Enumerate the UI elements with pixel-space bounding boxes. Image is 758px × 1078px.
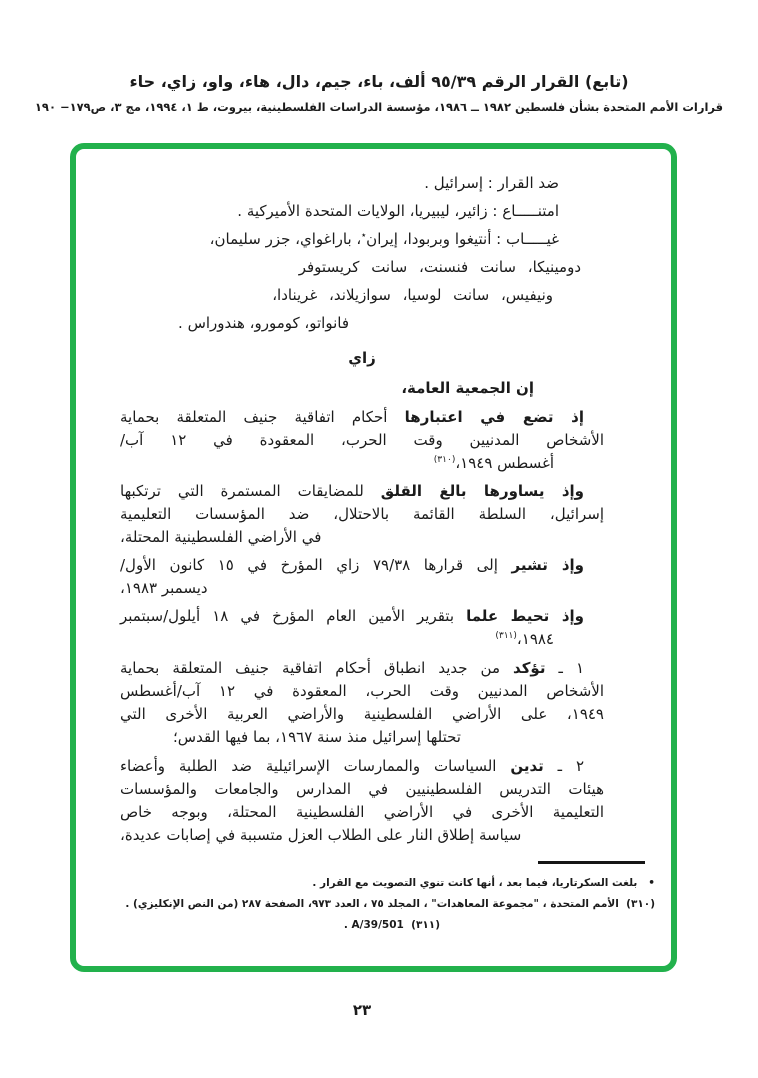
para-line [120,554,604,577]
para-line [120,452,554,475]
header-source-citation: قرارات الأمم المتحدة بشأن فلسطين ١٩٨٢ ــ ١٩٨٦، مؤسسة الدراسات الفلسطينية، بيروت، ط ١، ١٩٩٤، مج ٣، ص١٧٩− ١٩٠ [34,100,724,114]
text-segment: أغسطس ١٩٤٩، [455,454,554,472]
para-line [120,657,604,680]
footnote-ref: (٣١٠) [433,455,456,465]
text-segment: إلى قرارها ٧٩/٣٨ زاي المؤرخ في ١٥ كانون الأول/ [120,556,512,574]
text-segment: ١٩٤٩، على الأراضي الفلسطينية والأراضي العربية الأخرى التي [120,705,604,723]
para-line [120,755,604,778]
para-line [120,703,604,726]
section-heading [120,345,604,371]
text-segment: في الأراضي الفلسطينية المحتلة، [120,528,322,546]
vote-absent-line [120,253,581,281]
header-title: (تابع) القرار الرقم ٩٥/٣٩ ألف، باء، جيم، دال، هاء، واو، زاي، حاء [129,72,629,91]
text-segment: أحكام اتفاقية جنيف المتعلقة بحماية [120,408,405,426]
vote-absent-line [120,281,553,309]
text-segment: وإذ تشير [511,556,585,574]
text-segment: • [637,877,655,889]
text-segment: ضد القرار : إسرائيل . [424,174,559,192]
text-segment: فانواتو، كومورو، هندوراس . [178,314,349,332]
assembly-line [120,377,534,400]
vote-absent-line [120,225,559,253]
footnote-ref: (٣١١) [495,631,517,641]
para-line [120,680,604,703]
text-segment: السياسات والممارسات الإسرائيلية ضد الطلبة وأعضاء [120,757,511,775]
footnote-310 [107,894,655,915]
text-segment: وإذ يساورها بالغ القلق [380,482,584,500]
text-segment: دومينيكا، سانت فنسنت، سانت كريستوفر [298,258,581,276]
para-line [120,605,604,628]
para-line [120,577,604,600]
text-segment: بتقرير الأمين العام المؤرخ في ١٨ أيلول/سبتمبر [120,607,467,625]
text-segment: الأشخاص المدنيين وقت الحرب، المعقودة في ١٢ آب/ [120,431,604,449]
text-segment: تدين [510,757,544,775]
footnote-311 [107,915,440,936]
footnotes-lines [107,873,655,936]
text-segment: ١ ـ [545,659,584,677]
para-line [120,480,604,503]
text-segment: زاي [348,349,376,367]
para-line [120,778,604,801]
text-segment: إذ تضع في اعتبارها [404,408,584,426]
para-line [120,406,604,429]
footnotes-block [107,861,655,936]
vote-against-line [120,169,559,197]
page-number: ٢٣ [352,1001,372,1019]
text-segment: غيـــــاب : أنتيغوا وبربودا، إيران [366,230,559,248]
text-segment: ونيفيس، سانت لوسيا، سوازيلاند، غرينادا، [272,286,553,304]
para-line [120,429,604,452]
text-segment: امتنـــــاع : زائير، ليبيريا، الولايات المتحدة الأميركية . [237,202,559,220]
resolution-body [120,169,604,847]
text-segment: تحتلها إسرائيل منذ سنة ١٩٦٧، بما فيها القدس؛ [173,728,461,746]
text-segment: الأشخاص المدنيين وقت الحرب، المعقودة في ١٢ آب/أغسطس [120,682,605,700]
footnote-star [107,873,655,894]
para-line [120,628,554,651]
text-segment: ٢ ـ [543,757,584,775]
text-segment: تؤكد [513,659,546,677]
text-segment: ، باراغواي، جزر سليمان، [209,230,362,248]
text-segment: (٣١١) A/39/501 . [343,919,440,931]
para-line [120,526,604,549]
text-segment: للمضايقات المستمرة التي ترتكبها [120,482,381,500]
text-segment: ١٩٨٤، [516,630,554,648]
resolution-frame [70,143,677,972]
vote-absent-line [120,309,349,337]
text-segment: هيئات التدريس الفلسطينيين في المدارس والجامعات والمؤسسات [120,780,604,798]
vote-abstain-line [120,197,559,225]
text-segment: التعليمية الأخرى في الأراضي الفلسطينية المحتلة، وبوجه خاص [120,803,604,821]
text-segment: إن الجمعية العامة، [401,379,534,397]
para-line [173,726,604,749]
para-line [120,824,604,847]
footnote-ref: ٭ [361,231,367,241]
para-line [120,503,604,526]
text-segment: سياسة إطلاق النار على الطلاب العزل متسببة في إصابات عديدة، [120,826,522,844]
text-segment: (٣١٠) الأمم المتحدة ، "مجموعة المعاهدات" ، المجلد ٧٥ ، العدد ٩٧٣، الصفحة ٢٨٧ (من النص الإنكليزي) . [125,898,655,910]
text-segment: بلغت السكرتاريا، فيما بعد ، أنها كانت تنوي التصويت مع القرار . [312,877,638,889]
text-segment: من جديد انطباق أحكام اتفاقية جنيف المتعلقة بحماية [120,659,514,677]
footnote-separator [538,861,645,864]
para-line [120,801,604,824]
text-segment: إسرائيل، السلطة القائمة بالاحتلال، ضد المؤسسات التعليمية [120,505,604,523]
text-segment: ديسمبر ١٩٨٣، [120,579,208,597]
text-segment: وإذ تحيط علما [466,607,585,625]
